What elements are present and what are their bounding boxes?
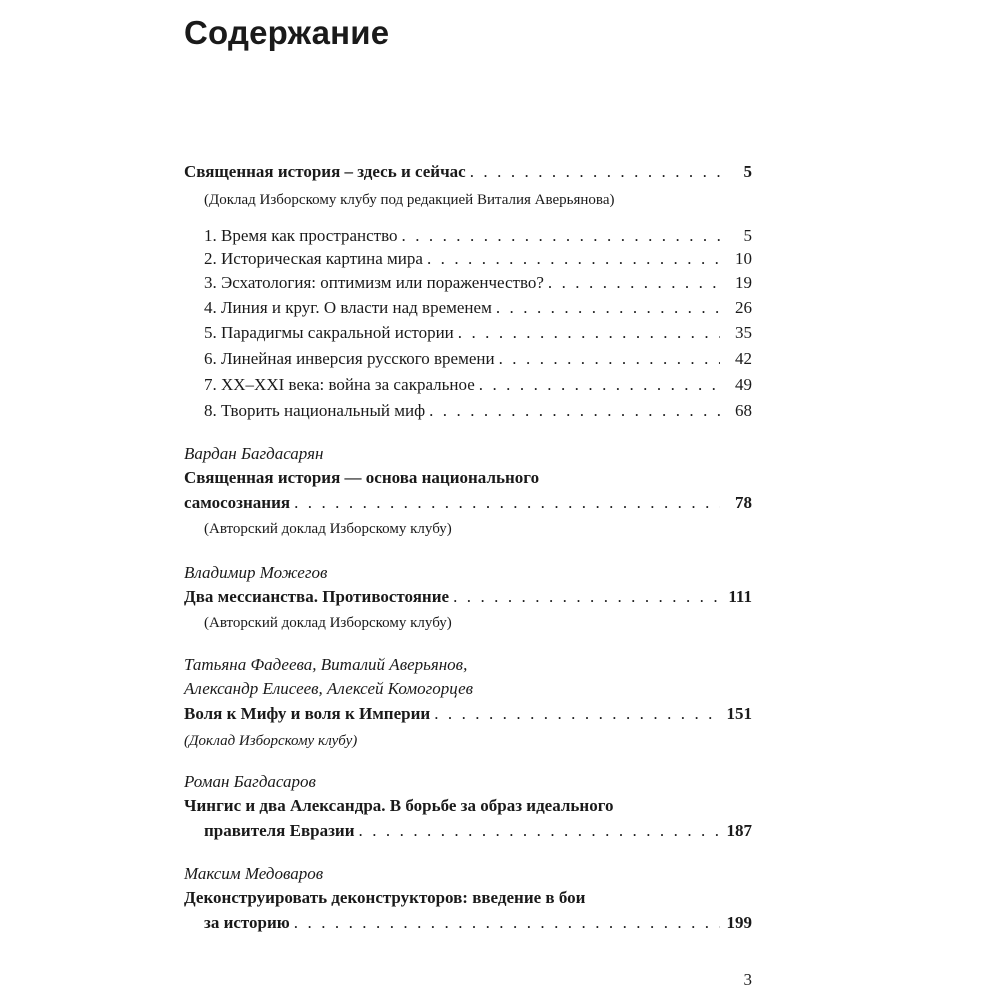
toc-entry-sacred-history[interactable] [184, 159, 752, 185]
dot-leader [470, 159, 720, 185]
toc-note-text: (Авторский доклад Изборскому клубу) [204, 521, 452, 537]
toc-subitem-page: 49 [735, 375, 752, 394]
toc-subitem[interactable] [204, 295, 752, 321]
toc-entry-note [204, 187, 752, 213]
toc-entry-title: Священная история – здесь и сейчас [184, 162, 466, 181]
toc-entry-title: Воля к Мифу и воля к Империи [184, 704, 431, 723]
toc-entry-will-to-myth[interactable] [184, 701, 752, 727]
toc-subitem[interactable] [204, 346, 752, 372]
toc-author-name: Владимир Можегов [184, 563, 328, 582]
toc-subitem[interactable] [204, 398, 752, 424]
toc-entry-deconstruct[interactable] [204, 910, 752, 936]
dot-leader [458, 320, 720, 346]
toc-entry-national-identity[interactable] [184, 490, 752, 516]
toc-entry-title: правителя Евразии [204, 821, 355, 840]
toc-subitem[interactable] [204, 270, 752, 296]
dot-leader [294, 910, 720, 936]
dot-leader [429, 398, 720, 424]
toc-entry-note [204, 516, 752, 542]
page-title: Содержание [184, 14, 390, 51]
toc-entry-title: Чингис и два Александра. В борьбе за образ идеального [184, 796, 614, 815]
toc-subitem-label: 2. Историческая картина мира [204, 249, 423, 268]
toc-author-name: Вардан Багдасарян [184, 444, 324, 463]
toc-entry-page: 111 [728, 587, 752, 606]
page-number: 3 [743, 970, 752, 989]
toc-entry-page: 151 [726, 704, 752, 723]
toc-subitem-page: 10 [735, 249, 752, 268]
toc-author [184, 769, 752, 795]
toc-subitem-label: 3. Эсхатология: оптимизм или пораженчество? [204, 273, 544, 292]
toc-entry-title-line[interactable] [184, 885, 752, 911]
dot-leader [479, 372, 720, 398]
toc-entry-title-line[interactable] [184, 465, 752, 491]
toc-note-text: (Доклад Изборскому клубу) [184, 733, 358, 749]
toc-subitem-page: 35 [735, 323, 752, 342]
dot-leader [427, 246, 720, 272]
toc-author [184, 441, 752, 467]
toc-author-name: Александр Елисеев, Алексей Комогорцев [184, 679, 474, 698]
toc-entry-page: 78 [735, 493, 752, 512]
toc-subitem[interactable] [204, 372, 752, 398]
toc-subitem-label: 7. XX–XXI века: война за сакральное [204, 375, 475, 394]
toc-subitem-label: 5. Парадигмы сакральной истории [204, 323, 454, 342]
toc-note-text: (Доклад Изборскому клубу под редакцией Виталия Аверьянова) [204, 192, 615, 208]
toc-entry-genghis[interactable] [204, 818, 752, 844]
toc-subitem[interactable] [204, 320, 752, 346]
toc-subitem-page: 5 [743, 226, 752, 245]
toc-entry-title: Два мессианства. Противостояние [184, 587, 450, 606]
toc-subitem-page: 19 [735, 273, 752, 292]
toc-entry-two-messianisms[interactable] [184, 584, 752, 610]
toc-entry-title: самосознания [184, 493, 291, 512]
toc-subitem[interactable] [204, 246, 752, 272]
toc-entry-title-line[interactable] [184, 793, 752, 819]
toc-subitem-label: 4. Линия и круг. О власти над временем [204, 298, 492, 317]
toc-entry-page: 199 [726, 913, 752, 932]
toc-subitem-page: 26 [735, 298, 752, 317]
toc-subitem-page: 42 [735, 349, 752, 368]
toc-entry-title: за историю [204, 913, 290, 932]
dot-leader [294, 490, 720, 516]
toc-author [184, 652, 752, 678]
toc-entry-note [204, 610, 752, 636]
toc-entry-page: 5 [743, 162, 752, 181]
toc-entry-note [184, 728, 752, 754]
dot-leader [434, 701, 720, 727]
toc-author-name: Татьяна Фадеева, Виталий Аверьянов, [184, 655, 468, 674]
toc-entry-title: Деконструировать деконструкторов: введение в бои [184, 888, 586, 907]
toc-subitem-label: 6. Линейная инверсия русского времени [204, 349, 495, 368]
toc-entry-title: Священная история — основа национального [184, 468, 540, 487]
dot-leader [359, 818, 720, 844]
dot-leader [548, 270, 720, 296]
dot-leader [499, 346, 720, 372]
toc-subitem-label: 8. Творить национальный миф [204, 401, 426, 420]
toc-subitem-page: 68 [735, 401, 752, 420]
toc-author [184, 861, 752, 887]
toc-author-name: Максим Медоваров [184, 864, 324, 883]
toc-note-text: (Авторский доклад Изборскому клубу) [204, 615, 452, 631]
dot-leader [453, 584, 720, 610]
toc-author [184, 560, 752, 586]
toc-entry-page: 187 [726, 821, 752, 840]
toc-author-name: Роман Багдасаров [184, 772, 316, 791]
dot-leader [496, 295, 720, 321]
toc-subitem-label: 1. Время как пространство [204, 226, 398, 245]
toc-author [184, 676, 752, 702]
